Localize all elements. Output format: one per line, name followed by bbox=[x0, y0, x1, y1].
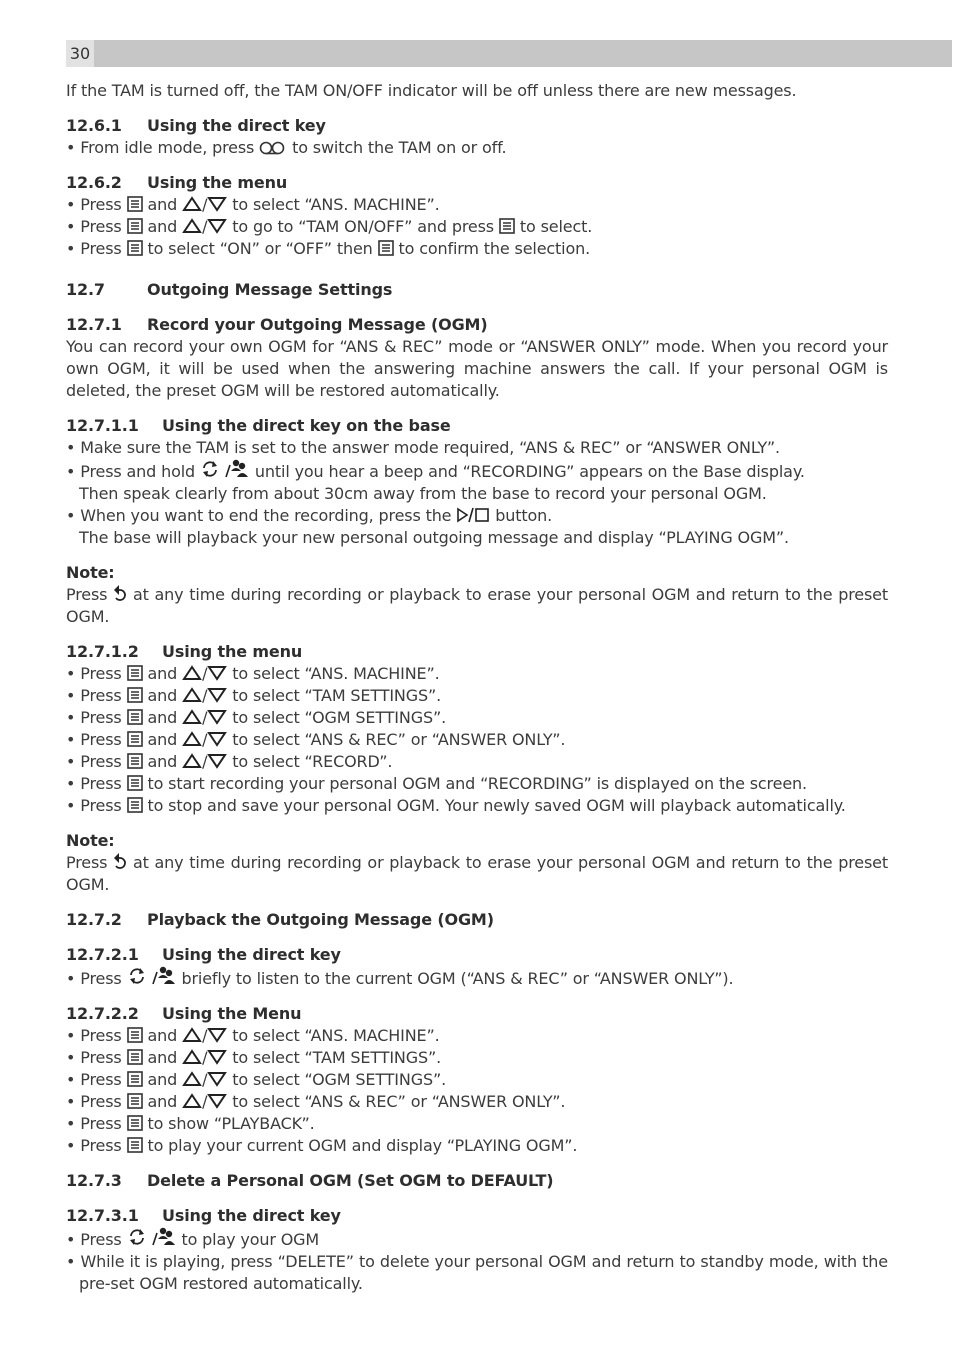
up-arrow-icon bbox=[182, 687, 202, 703]
list-item: • Press and / to select “ANS. MACHINE”. bbox=[66, 195, 440, 214]
list-item: • Make sure the TAM is set to the answer mode required, “ANS & REC” or “ANSWER ONLY”. bbox=[66, 438, 780, 457]
note-label: Note: bbox=[66, 831, 115, 850]
up-arrow-icon bbox=[182, 665, 202, 681]
down-arrow-icon bbox=[207, 731, 227, 747]
menu-key-icon bbox=[127, 665, 143, 681]
up-arrow-icon bbox=[182, 753, 202, 769]
list-item: • Press and hold until you hear a beep and “RECORDING” appears on the Base display. Then speak clearly from about 30cm away from the base to record your personal OGM. bbox=[66, 459, 888, 505]
list-item: • Press and / to select “ANS & REC” or “ANSWER ONLY”. bbox=[66, 730, 566, 749]
menu-key-icon bbox=[127, 218, 143, 234]
down-arrow-icon bbox=[207, 709, 227, 725]
up-arrow-icon bbox=[182, 709, 202, 725]
ogm-key-icon bbox=[127, 966, 177, 986]
menu-key-icon bbox=[127, 1093, 143, 1109]
header-bar bbox=[66, 40, 952, 67]
heading-12-7-3-1: 12.7.3.1 Using the direct key bbox=[66, 1206, 341, 1225]
note-text: Press at any time during recording or playback to erase your personal OGM and return to the preset OGM. bbox=[66, 585, 888, 626]
down-arrow-icon bbox=[207, 1049, 227, 1065]
list-item: • Press and / to select “TAM SETTINGS”. bbox=[66, 686, 442, 705]
heading-12-7-2-1: 12.7.2.1 Using the direct key bbox=[66, 945, 341, 964]
up-arrow-icon bbox=[182, 1049, 202, 1065]
menu-key-icon bbox=[127, 687, 143, 703]
heading-12-7: 12.7 Outgoing Message Settings bbox=[66, 280, 393, 299]
menu-key-icon bbox=[127, 797, 143, 813]
menu-key-icon bbox=[127, 1115, 143, 1131]
list-item: • Press and / to select “OGM SETTINGS”. bbox=[66, 708, 447, 727]
heading-12-7-1-1: 12.7.1.1 Using the direct key on the base bbox=[66, 416, 451, 435]
down-arrow-icon bbox=[207, 1071, 227, 1087]
list-item: • Press and / to select “OGM SETTINGS”. bbox=[66, 1070, 447, 1089]
list-item: • Press briefly to listen to the current OGM (“ANS & REC” or “ANSWER ONLY”). bbox=[66, 966, 888, 990]
back-icon bbox=[113, 852, 127, 870]
play-stop-icon bbox=[456, 507, 490, 523]
down-arrow-icon bbox=[207, 218, 227, 234]
list-item: • Press to play your OGM bbox=[66, 1227, 888, 1251]
page-number: 30 bbox=[66, 40, 94, 67]
menu-key-icon bbox=[127, 1049, 143, 1065]
list-item: • When you want to end the recording, press the button. The base will playback your new personal outgoing message and display “PLAYING OGM”. bbox=[66, 506, 789, 547]
menu-key-icon bbox=[499, 218, 515, 234]
list-item: • Press to stop and save your personal OGM. Your newly saved OGM will playback automatically. bbox=[66, 796, 846, 815]
page-content bbox=[66, 80, 888, 1295]
ogm-key-icon bbox=[127, 1227, 177, 1247]
down-arrow-icon bbox=[207, 196, 227, 212]
menu-key-icon bbox=[127, 196, 143, 212]
menu-key-icon bbox=[378, 240, 394, 256]
ogm-key-icon bbox=[200, 459, 250, 479]
heading-12-6-1: 12.6.1 Using the direct key bbox=[66, 116, 326, 135]
down-arrow-icon bbox=[207, 1027, 227, 1043]
list-item: • Press to select “ON” or “OFF” then to confirm the selection. bbox=[66, 239, 591, 258]
menu-key-icon bbox=[127, 709, 143, 725]
down-arrow-icon bbox=[207, 1093, 227, 1109]
up-arrow-icon bbox=[182, 218, 202, 234]
intro-text: If the TAM is turned off, the TAM ON/OFF indicator will be off unless there are new messages. bbox=[66, 81, 797, 100]
ogm-paragraph: You can record your own OGM for “ANS & REC” mode or “ANSWER ONLY” mode. When you record your own OGM, it will be used when the answering machine answers the call. If your personal OGM is deleted, the preset OGM will be restored automatically. bbox=[66, 337, 888, 400]
back-icon bbox=[113, 584, 127, 602]
heading-12-7-2-2: 12.7.2.2 Using the Menu bbox=[66, 1004, 302, 1023]
menu-key-icon bbox=[127, 775, 143, 791]
list-item: • Press and / to select “TAM SETTINGS”. bbox=[66, 1048, 442, 1067]
list-item: • From idle mode, press to switch the TAM on or off. bbox=[66, 138, 507, 157]
menu-key-icon bbox=[127, 731, 143, 747]
list-item: • Press to show “PLAYBACK”. bbox=[66, 1114, 315, 1133]
up-arrow-icon bbox=[182, 1093, 202, 1109]
up-arrow-icon bbox=[182, 731, 202, 747]
down-arrow-icon bbox=[207, 753, 227, 769]
tam-onoff-icon bbox=[259, 141, 287, 155]
up-arrow-icon bbox=[182, 1071, 202, 1087]
menu-key-icon bbox=[127, 240, 143, 256]
menu-key-icon bbox=[127, 1027, 143, 1043]
down-arrow-icon bbox=[207, 665, 227, 681]
list-item: • Press and / to select “ANS. MACHINE”. bbox=[66, 664, 440, 683]
down-arrow-icon bbox=[207, 687, 227, 703]
heading-12-7-3: 12.7.3 Delete a Personal OGM (Set OGM to DEFAULT) bbox=[66, 1171, 554, 1190]
list-item: • Press and / to select “RECORD”. bbox=[66, 752, 393, 771]
list-item: • While it is playing, press “DELETE” to delete your personal OGM and return to standby mode, with the pre-set OGM restored automatically. bbox=[66, 1252, 888, 1293]
up-arrow-icon bbox=[182, 1027, 202, 1043]
menu-key-icon bbox=[127, 1071, 143, 1087]
heading-12-7-1-2: 12.7.1.2 Using the menu bbox=[66, 642, 303, 661]
list-item: • Press to start recording your personal OGM and “RECORDING” is displayed on the screen. bbox=[66, 774, 807, 793]
menu-key-icon bbox=[127, 1137, 143, 1153]
list-item: • Press and / to select “ANS. MACHINE”. bbox=[66, 1026, 440, 1045]
menu-key-icon bbox=[127, 753, 143, 769]
list-item: • Press to play your current OGM and display “PLAYING OGM”. bbox=[66, 1136, 578, 1155]
heading-12-7-1: 12.7.1 Record your Outgoing Message (OGM) bbox=[66, 315, 488, 334]
heading-12-7-2: 12.7.2 Playback the Outgoing Message (OGM) bbox=[66, 910, 494, 929]
note-label: Note: bbox=[66, 563, 115, 582]
list-item: • Press and / to go to “TAM ON/OFF” and press to select. bbox=[66, 217, 593, 236]
up-arrow-icon bbox=[182, 196, 202, 212]
list-item: • Press and / to select “ANS & REC” or “ANSWER ONLY”. bbox=[66, 1092, 566, 1111]
heading-12-6-2: 12.6.2 Using the menu bbox=[66, 173, 288, 192]
note-text: Press at any time during recording or playback to erase your personal OGM and return to the preset OGM. bbox=[66, 853, 888, 894]
